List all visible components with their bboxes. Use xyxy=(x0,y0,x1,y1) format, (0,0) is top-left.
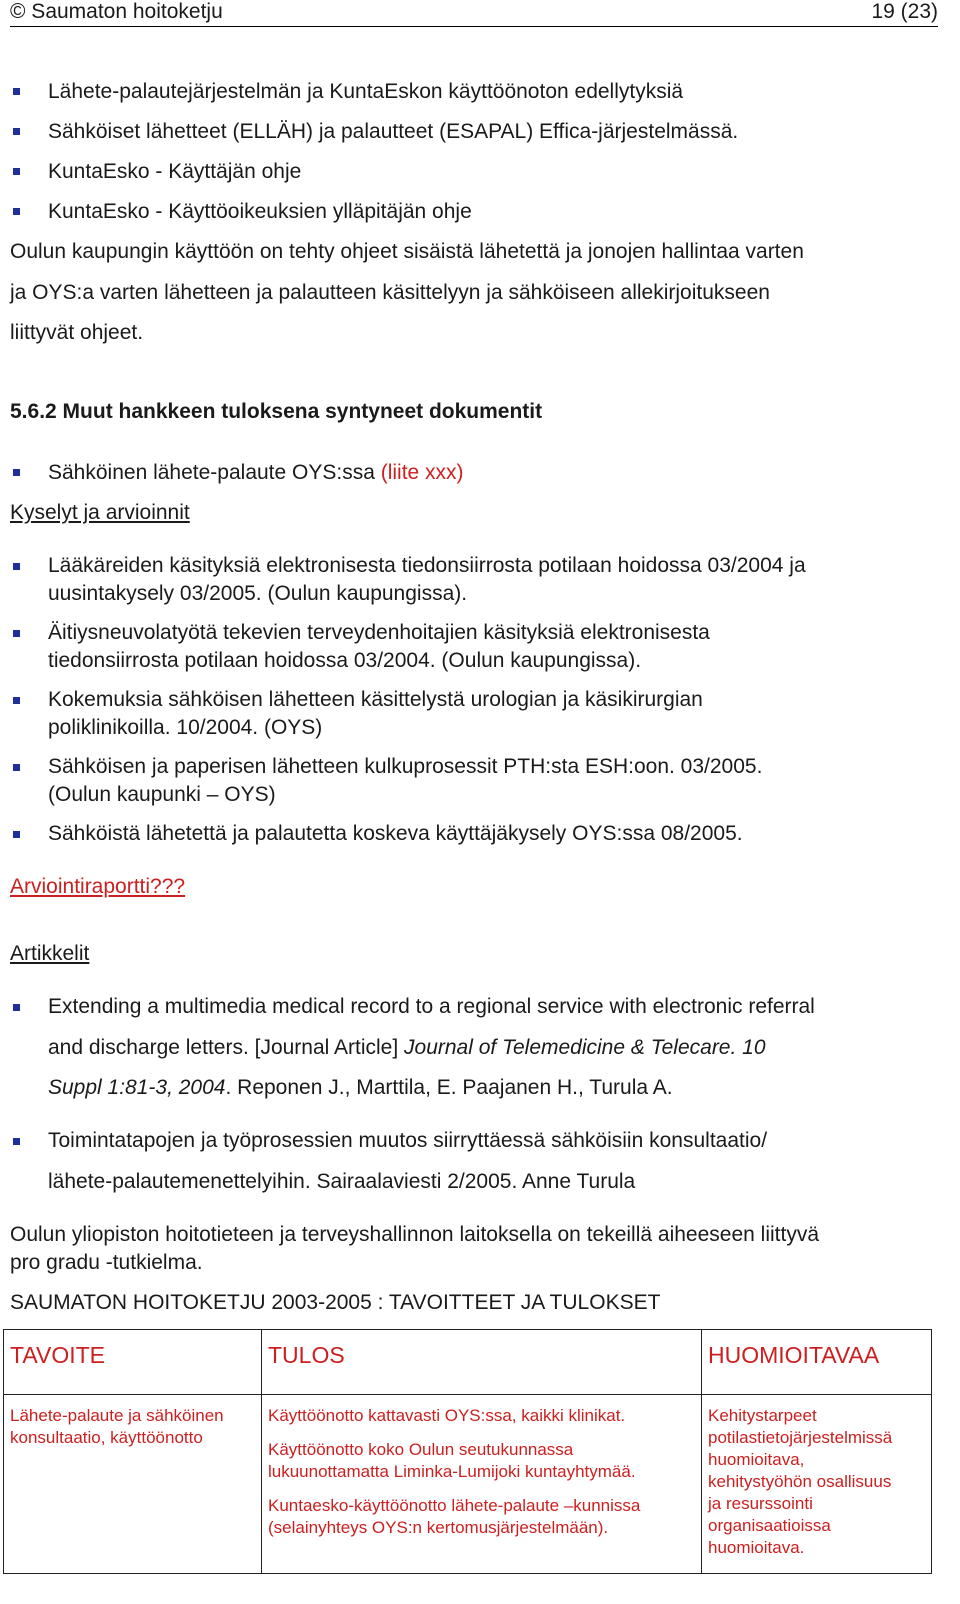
paragraph-line: Oulun yliopiston hoitotieteen ja terveyshallinnon laitoksella on tekeillä aiheeseen liittyvä xyxy=(10,1223,819,1246)
article-line: lähete-palautemenettelyihin. Sairaalaviesti 2/2005. Anne Turula xyxy=(48,1170,636,1193)
list-item-line: tiedonsiirrosta potilaan hoidossa 03/2004. (Oulun kaupungissa). xyxy=(48,649,642,672)
cell-line: Lähete-palaute ja sähköinen xyxy=(10,1406,224,1425)
table-header-row xyxy=(4,1330,932,1395)
cell-line: huomioitava, xyxy=(708,1450,805,1469)
list-item: KuntaEsko - Käyttäjän ohje xyxy=(48,160,302,183)
surveys-heading: Kyselyt ja arvioinnit xyxy=(10,501,190,524)
list-item-line: Sähköisen ja paperisen lähetteen kulkuprosessit PTH:sta ESH:oon. 03/2005. xyxy=(48,755,763,778)
table-title: SAUMATON HOITOKETJU 2003-2005 : TAVOITTEET JA TULOKSET xyxy=(10,1291,661,1314)
cell-line: lukuunottamatta Liminka-Lumijoki kuntayhtymää. xyxy=(268,1462,636,1481)
list-item xyxy=(48,753,928,809)
cell-line: (selainyhteys OYS:n kertomusjärjestelmään). xyxy=(268,1518,609,1537)
result-item xyxy=(268,1439,695,1483)
journal-name: Journal of Telemedicine & Telecare. 10 xyxy=(404,1036,766,1059)
list-item-line: Äitiysneuvolatyötä tekevien terveydenhoitajien käsityksiä elektronisesta xyxy=(48,621,710,644)
cell-line: Kuntaesko-käyttöönotto lähete-palaute –kunnissa xyxy=(268,1496,641,1515)
column-header-result: TULOS xyxy=(262,1330,702,1395)
document-title: © Saumaton hoitoketju xyxy=(10,0,223,23)
article-text: and discharge letters. [Journal Article] xyxy=(48,1036,405,1059)
cell-line: konsultaatio, käyttöönotto xyxy=(10,1428,203,1447)
article-line: Toimintatapojen ja työprosessien muutos siirryttäessä sähköisiin konsultaatio/ xyxy=(48,1129,768,1152)
table-row xyxy=(4,1395,932,1574)
list-item xyxy=(48,686,928,742)
bullet-square-icon xyxy=(13,1138,20,1145)
cell-line: kehitystyöhön osallisuus xyxy=(708,1472,892,1491)
list-item-line: uusintakysely 03/2005. (Oulun kaupungissa). xyxy=(48,582,468,605)
cell-line: organisaatioissa xyxy=(708,1516,831,1535)
paragraph-line: ja OYS:a varten lähetteen ja palautteen käsittelyyn ja sähköiseen allekirjoitukseen xyxy=(10,281,770,304)
paragraph-line: Oulun kaupungin käyttöön on tehty ohjeet sisäistä lähetettä ja jonojen hallintaa varten xyxy=(10,240,804,263)
page-header xyxy=(10,0,938,27)
result-cell xyxy=(262,1395,702,1574)
paragraph-line: pro gradu -tutkielma. xyxy=(10,1251,203,1274)
list-item-line: poliklinikoilla. 10/2004. (OYS) xyxy=(48,716,323,739)
bullet-square-icon xyxy=(13,630,20,637)
list-item xyxy=(48,459,928,487)
list-item-text: Sähköinen lähete-palaute OYS:ssa xyxy=(48,461,381,484)
list-item-line: Lääkäreiden käsityksiä elektronisesta tiedonsiirrosta potilaan hoidossa 03/2004 ja xyxy=(48,554,806,577)
bullet-square-icon xyxy=(13,1004,20,1011)
goals-results-table xyxy=(3,1329,932,1574)
article-line xyxy=(48,1034,928,1062)
bullet-square-icon xyxy=(13,697,20,704)
list-item-line: (Oulun kaupunki – OYS) xyxy=(48,783,276,806)
list-item: KuntaEsko - Käyttöoikeuksien ylläpitäjän ohje xyxy=(48,200,472,223)
result-item xyxy=(268,1495,695,1539)
column-header-goal: TAVOITE xyxy=(4,1330,262,1395)
list-item: Sähköiset lähetteet (ELLÄH) ja palautteet (ESAPAL) Effica-järjestelmässä. xyxy=(48,120,739,143)
list-item xyxy=(48,619,928,675)
attachment-link[interactable]: (liite xxx) xyxy=(380,461,464,484)
bullet-square-icon xyxy=(13,208,20,215)
cell-line: huomioitava. xyxy=(708,1538,805,1557)
cell-line: ja resurssointi xyxy=(708,1494,813,1513)
list-item xyxy=(48,552,928,608)
bullet-square-icon xyxy=(13,168,20,175)
article-line xyxy=(48,1074,928,1102)
cell-line: Käyttöönotto kattavasti OYS:ssa, kaikki klinikat. xyxy=(268,1406,626,1425)
section-heading: 5.6.2 Muut hankkeen tuloksena syntyneet dokumentit xyxy=(10,400,543,423)
cell-line: potilastietojärjestelmissä xyxy=(708,1428,893,1447)
cell-line: Kehitystarpeet xyxy=(708,1406,817,1425)
list-item: Lähete-palautejärjestelmän ja KuntaEskon käyttöönoton edellytyksiä xyxy=(48,80,684,103)
bullet-square-icon xyxy=(13,764,20,771)
list-item-line: Sähköistä lähetettä ja palautetta koskeva käyttäjäkysely OYS:ssa 08/2005. xyxy=(48,822,743,845)
bullet-square-icon xyxy=(13,88,20,95)
paragraph-line: liittyvät ohjeet. xyxy=(10,321,144,344)
column-header-notes: HUOMIOITAVAA xyxy=(702,1330,932,1395)
evaluation-report-link[interactable]: Arviointiraportti??? xyxy=(10,875,186,898)
journal-citation: Suppl 1:81-3, 2004 xyxy=(48,1076,226,1099)
list-item-line: Kokemuksia sähköisen lähetteen käsittelystä urologian ja käsikirurgian xyxy=(48,688,703,711)
articles-heading: Artikkelit xyxy=(10,942,90,965)
article-authors: . Reponen J., Marttila, E. Paajanen H., Turula A. xyxy=(225,1076,673,1099)
article-line: Extending a multimedia medical record to a regional service with electronic referral xyxy=(48,995,815,1018)
list-item xyxy=(48,820,928,848)
goal-cell xyxy=(4,1395,262,1574)
bullet-square-icon xyxy=(13,469,20,476)
bullet-square-icon xyxy=(13,831,20,838)
cell-line: Käyttöönotto koko Oulun seutukunnassa xyxy=(268,1440,574,1459)
notes-cell xyxy=(702,1395,932,1574)
bullet-square-icon xyxy=(13,563,20,570)
page-number: 19 (23) xyxy=(871,0,938,23)
result-item xyxy=(268,1405,695,1427)
bullet-square-icon xyxy=(13,128,20,135)
